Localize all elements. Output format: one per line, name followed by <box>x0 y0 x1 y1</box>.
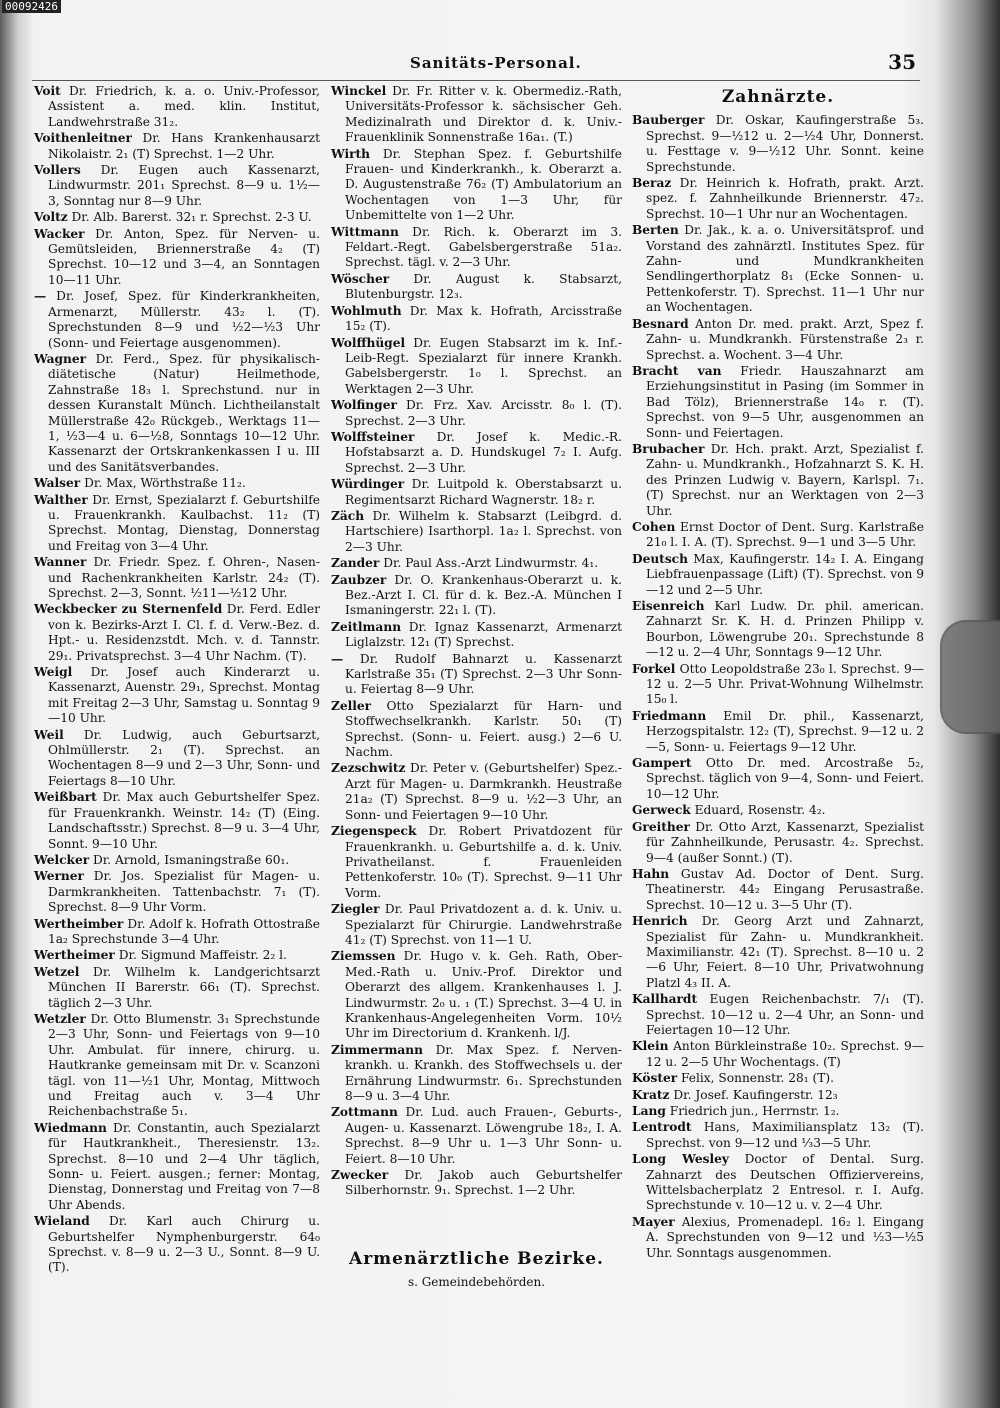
column-2 <box>331 84 622 1291</box>
directory-entry <box>34 1012 320 1120</box>
directory-entry <box>34 665 320 727</box>
directory-entry <box>331 949 622 1041</box>
entry-text: Dr. Josef auch Kinderarzt u. Kassenarzt, Auenstr. 29₁, Sprechst. Montag mit Freitag 2—3 Uhr, Samstag u. Sonntag 9—10 Uhr. <box>48 665 320 726</box>
directory-entry <box>331 225 622 271</box>
entry-name: — <box>34 289 47 304</box>
entry-name: — <box>331 651 344 666</box>
entry-text: Dr. Max Spez. f. Nerven-krankh. u. Krankh. des Stoffwechsels u. der Ernährung Lindwurmstr. 6₁. Sprechstunden 8—9 u. 3—4 Uhr. <box>345 1042 622 1103</box>
entry-name: Bauberger <box>632 113 705 128</box>
entry-text: Gustav Ad. Doctor of Dent. Surg. Theatinerstr. 44₂ Eingang Perusastraße. Sprechst. 10—12 u. 3—5 Uhr (T). <box>646 866 924 912</box>
directory-entry <box>331 556 622 571</box>
directory-entry <box>632 442 924 519</box>
directory-entry <box>632 820 924 866</box>
entry-text: Dr. Adolf k. Hofrath Ottostraße 1a₂ Sprechstunde 3—4 Uhr. <box>48 916 320 946</box>
directory-entry <box>632 662 924 708</box>
directory-entry <box>632 867 924 913</box>
entry-text: Dr. Hugo v. k. Geh. Rath, Ober-Med.-Rath u. Univ.-Prof. Direktor und Oberarzt des allgem. Krankenhauses l. J. Lindwurmstr. 2₀ u. ₁ (T.) Sprechst. 3—4 U. in Krankenhaus-Angelegenheiten Vorm. 10½ Uhr im Directorium d. Krankenh. l/J. <box>345 949 622 1041</box>
entry-text: Dr. Jos. Spezialist für Magen- u. Darmkrankheiten. Tattenbachstr. 7₁ (T). Sprechst. 8—9 Uhr Vorm. <box>48 869 320 915</box>
entry-name: Kratz <box>632 1087 670 1102</box>
entry-name: Zeller <box>331 698 372 713</box>
entry-name: Wiedmann <box>34 1120 107 1135</box>
directory-entry <box>34 555 320 601</box>
directory-entry <box>331 824 622 901</box>
entry-text: Dr. Otto Arzt, Kassenarzt, Spezialist für Zahnheilkunde, Perusastr. 4₂. Sprechst. 9—4 (außer Sonnt.) (T). <box>646 819 924 865</box>
entry-text: Dr. Rudolf Bahnarzt u. Kassenarzt Karlstraße 35₁ (T) Sprechst. 2—3 Uhr Sonn- u. Feiertag 8—9 Uhr. <box>343 651 622 697</box>
directory-entry <box>331 430 622 476</box>
directory-entry <box>331 761 622 823</box>
entry-name: Weckbecker zu Sternenfeld <box>34 602 223 617</box>
entry-name: Köster <box>632 1071 678 1086</box>
directory-entry <box>34 227 320 289</box>
directory-entry <box>34 352 320 475</box>
entry-name: Eisenreich <box>632 599 705 613</box>
entry-name: Vollers <box>34 163 81 178</box>
entry-text: Dr. Josef, Spez. für Kinderkrankheiten, Armenarzt, Müllerstr. 43₂ l. (T). Sprechstunden 8—9 und ½2—½3 Uhr (Sonn- und Feiertage ausgenommen). <box>46 289 320 350</box>
entry-name: Zander <box>331 556 380 571</box>
entry-text: Dr. Hans Krankenhausarzt Nikolaistr. 2₁ (T) Sprechst. 1—2 Uhr. <box>48 131 320 161</box>
directory-entry <box>34 131 320 162</box>
entry-text: Doctor of Dental. Surg. Zahnarzt des Deutschen Offiziervereins, Wittelsbacherplatz 2 Entresol. r. I. Aufg. Sprechstunde v. 10—12 u. v. 2—4 Uhr. <box>646 1152 924 1213</box>
directory-entry <box>632 223 924 315</box>
entry-name: Berten <box>632 223 679 238</box>
directory-entry <box>632 1071 924 1086</box>
entry-name: Besnard <box>632 316 689 331</box>
directory-entry <box>632 992 924 1038</box>
entry-text: Otto Leopoldstraße 23₀ l. Sprechst. 9—12 u. 2—5 Uhr. Privat-Wohnung Wilhelmstr. 15₀ l. <box>646 661 924 707</box>
entry-name: Welcker <box>34 852 90 867</box>
entry-text: Dr. Georg Arzt und Zahnarzt, Spezialist für Zahn- u. Mundkrankheit. Maximilianstr. 42₁ (T). Sprechst. 8—10 u. 2—6 Uhr, Feiert. 8—10 Uhr, Privatwohnung Platzl 4₃ II. A. <box>646 914 924 990</box>
entry-name: Wolffhügel <box>331 335 406 350</box>
entry-text: Dr. Eugen Stabsarzt im k. Inf.-Leib-Regt. Spezialarzt für innere Krankh. Gabelsbergerstr. 1₀ l. Sprechst. an Werktagen 2—3 Uhr. <box>345 335 622 396</box>
directory-entry <box>34 853 320 868</box>
entry-text: Dr. Josef k. Medic.-R. Hofstabsarzt a. D. Hundskugel 7₂ I. Aufg. Sprechst. 2—3 Uhr. <box>345 429 622 475</box>
entry-name: Zeitlmann <box>331 619 402 634</box>
entry-name: Lentrodt <box>632 1120 692 1135</box>
directory-entry <box>632 176 924 222</box>
entry-name: Zimmermann <box>331 1042 424 1057</box>
entry-text: Dr. Paul Privatdozent a. d. k. Univ. u. Spezialarzt für Chirurgie. Landwehrstraße 41₂ (T) Sprechst. von 11—1 U. <box>345 902 622 947</box>
directory-entry <box>34 1214 320 1276</box>
entry-text: Dr. Ignaz Kassenarzt, Armenarzt Liglalzstr. 12₁ (T) Sprechst. <box>345 619 622 650</box>
entry-text: Dr. Heinrich k. Hofrath, prakt. Arzt. spez. f. Zahnheilkunde Briennerstr. 47₂. Sprechst. 10—1 Uhr nur an Wochentagen. <box>646 176 924 221</box>
directory-entry <box>632 756 924 802</box>
entry-text: Dr. Peter v. (Geburtshelfer) Spez.-Arzt für Magen- u. Darmkrankh. Heustraße 21a₂ (T) Sprechst. 8—9 u. ½2—3 Uhr, an Sonn- und Feiertagen 9—10 Uhr. <box>345 761 622 822</box>
directory-entry <box>34 917 320 948</box>
directory-entry <box>34 289 320 351</box>
directory-entry <box>632 1039 924 1070</box>
page-number: 35 <box>888 50 916 74</box>
entry-name: Winckel <box>331 84 387 98</box>
entry-name: Wetzel <box>34 964 80 979</box>
page-header <box>30 50 930 76</box>
entry-name: Wertheimer <box>34 948 115 963</box>
entry-name: Wöscher <box>331 271 390 286</box>
entry-text: Anton Bürkleinstraße 10₂. Sprechst. 9—12 u. 2—5 Uhr Wochentags. (T) <box>646 1039 924 1069</box>
entry-text: Dr. Friedrich, k. a. o. Univ.-Professor, Assistent a. med. klin. Institut, Landwehrstraße 31₂. <box>48 84 320 129</box>
directory-entry <box>331 573 622 619</box>
entry-name: Forkel <box>632 661 676 676</box>
entry-name: Mayer <box>632 1214 675 1229</box>
entry-name: Henrich <box>632 914 688 929</box>
entry-text: Dr. Paul Ass.-Arzt Lindwurmstr. 4₁. <box>379 556 599 571</box>
entry-name: Weigl <box>34 665 73 680</box>
entry-name: Zäch <box>331 508 365 523</box>
entry-name: Voit <box>34 84 61 98</box>
directory-entry <box>34 84 320 130</box>
entry-text: Dr. O. Krankenhaus-Oberarzt u. k. Bez.-Arzt I. Cl. für d. k. Bez.-A. München I Ismaningerstr. 22₁ l. (T). <box>345 572 622 618</box>
entry-name: Weil <box>34 727 64 742</box>
entry-name: Kallhardt <box>632 992 698 1007</box>
entry-name: Hahn <box>632 866 670 881</box>
directory-entry <box>331 652 622 698</box>
entry-name: Long Wesley <box>632 1152 729 1167</box>
entry-text: Dr. Jak., k. a. o. Universitätsprof. und Vorstand des zahnärztl. Institutes Spez. für Zahn- und Mundkrankheiten Sendlingerthorplatz 8₁ (Ecke Sonnen- u. Pettenkoferstr. T). Sprechst. 11—1 Uhr nur an Wochentagen. <box>646 223 924 315</box>
directory-entry <box>34 869 320 915</box>
directory-entry <box>632 1088 924 1103</box>
entry-text: Dr. Ludwig, auch Geburtsarzt, Ohlmüllerstr. 2₁ (T). Sprechst. an Wochentagen 8—9 und 2—3 Uhr, Sonn- und Feiertags 8—10 Uhr. <box>48 727 320 788</box>
directory-entry <box>331 336 622 398</box>
entry-text: Dr. Max k. Hofrath, Arcisstraße 15₂ (T). <box>345 303 622 334</box>
entry-name: Ziemssen <box>331 949 396 964</box>
directory-entry <box>331 84 622 146</box>
entry-name: Voithenleitner <box>34 131 132 146</box>
directory-entry <box>632 1120 924 1151</box>
directory-entry <box>331 477 622 508</box>
entry-name: Ziegenspeck <box>331 824 417 839</box>
entry-name: Zezschwitz <box>331 761 406 776</box>
running-title: Sanitäts-Personal. <box>410 54 582 72</box>
directory-entry <box>331 1105 622 1167</box>
directory-entry <box>632 803 924 818</box>
directory-entry <box>34 965 320 1011</box>
directory-entry <box>331 699 622 761</box>
entry-name: Cohen <box>632 519 676 534</box>
entry-name: Werner <box>34 869 84 884</box>
entry-name: Wirth <box>331 146 371 161</box>
entry-text: Otto Dr. med. Arcostraße 5₂, Sprechst. täglich von 9—4, Sonn- und Feiert. 10—12 Uhr. <box>646 756 924 801</box>
directory-entry <box>331 272 622 303</box>
directory-entry <box>632 520 924 551</box>
entry-text: Alexius, Promenadepl. 16₂ l. Eingang A. Sprechstunden von 9—12 und ½3—½5 Uhr. Sonntags ausgenommen. <box>646 1214 924 1260</box>
section-gap <box>331 1200 622 1246</box>
entry-text: Dr. Wilhelm k. Landgerichtsarzt München II Barerstr. 66₁ (T). Sprechst. täglich 2—3 Uhr. <box>48 964 320 1010</box>
directory-entry <box>331 398 622 429</box>
entry-text: Dr. Arnold, Ismaningstraße 60₁. <box>89 852 290 867</box>
entry-text: Dr. Oskar, Kaufingerstraße 5₃. Sprechst. 9—½12 u. 2—½4 Uhr, Donnerst. u. Festtage v. 9—½12 Uhr. Sonnt. keine Sprechstunde. <box>646 113 924 174</box>
entry-text: Dr. Alb. Barerst. 32₁ r. Sprechst. 2-3 U. <box>67 210 312 225</box>
column-2-entries <box>331 84 622 1199</box>
entry-text: Dr. Karl auch Chirurg u. Geburtshelfer Nymphenburgerstr. 64₀ Sprechst. v. 8—9 u. 2—3 U., Sonnt. 8—9 U. (T). <box>48 1214 320 1275</box>
directory-entry <box>331 147 622 224</box>
entry-name: Gerweck <box>632 803 691 818</box>
entry-name: Walther <box>34 492 88 507</box>
entry-name: Wohlmuth <box>331 303 402 318</box>
column-1 <box>34 84 320 1277</box>
entry-text: Dr. Eugen auch Kassenarzt, Lindwurmstr. 201₁ Sprechst. 8—9 u. 1½—3, Sonntag nur 8—9 Uhr. <box>48 163 320 208</box>
directory-entry <box>632 113 924 175</box>
entry-text: Eduard, Rosenstr. 4₂. <box>690 803 826 818</box>
directory-entry <box>632 1215 924 1261</box>
entry-text: Anton Dr. med. prakt. Arzt, Spez f. Zahn- u. Mundkrankh. Fürstenstraße 2₃ r. Sprechst. a. Wochent. 3—4 Uhr. <box>646 316 924 362</box>
directory-entry <box>331 902 622 948</box>
entry-name: Zaubzer <box>331 572 387 587</box>
entry-text: Dr. Anton, Spez. für Nerven- u. Gemütsleiden, Briennerstraße 4₂ (T) Sprechst. 10—12 und 3—4, an Sonntagen 10—11 Uhr. <box>48 226 320 287</box>
directory-entry <box>632 709 924 755</box>
entry-text: Eugen Reichenbachstr. 7/₁ (T). Sprechst. 10—12 u. 2—4 Uhr, an Sonn- und Feiertagen 10—12 Uhr. <box>646 992 924 1037</box>
directory-entry <box>34 210 320 225</box>
entry-name: Deutsch <box>632 551 688 566</box>
heading-zahnaerzte: Zahnärzte. <box>721 87 835 107</box>
entry-text: Dr. Fr. Ritter v. k. Obermediz.-Rath, Universitäts-Professor k. sächsischer Geh. Medizinalrath und Direktor d. k. Univ.-Frauenklinik Sonnenstraße 16a₁. (T.) <box>345 84 622 145</box>
directory-entry <box>331 509 622 555</box>
directory-entry <box>34 602 320 664</box>
directory-entry <box>632 364 924 441</box>
entry-text: Dr. Stephan Spez. f. Geburtshilfe Frauen- und Kinderkrankh., k. Oberarzt a. D. Augustenstraße 76₂ (T) Ambulatorium an Wochentagen von 1—3 Uhr, für Unbemittelte von 1—2 Uhr. <box>345 146 622 223</box>
directory-entry <box>34 1121 320 1213</box>
entry-name: Wolffsteiner <box>331 429 415 444</box>
directory-entry <box>632 1104 924 1119</box>
directory-entry <box>34 163 320 209</box>
entry-name: Weißbart <box>34 790 97 805</box>
entry-text: Emil Dr. phil., Kassenarzt, Herzogspitalstr. 12₂ (T), Sprechst. 9—12 u. 2—5, Sonn- u. Feiertags 9—12 Uhr. <box>646 708 924 754</box>
entry-text: Friedr. Hauszahnarzt am Erziehungsinstitut in Pasing (im Sommer in Bad Tölz), Briennerstraße 14₀ r. (T). Sprechst. von 9—5 Uhr, ausgenommen an Sonn- und Feiertagen. <box>646 363 924 440</box>
entry-name: Beraz <box>632 176 672 191</box>
entry-name: Wanner <box>34 555 87 570</box>
entry-text: Friedrich jun., Herrnstr. 1₂. <box>665 1104 840 1118</box>
entry-name: Lang <box>632 1104 666 1118</box>
entry-text: Karl Ludw. Dr. phil. american. Zahnarzt Sr. K. H. d. Prinzen Philipp v. Bourbon, Löwengrube 20₁. Sprechstunde 8—12 u. 2—4 Uhr, Sonntags 9—12 Uhr. <box>646 599 924 660</box>
directory-entry <box>632 552 924 598</box>
entry-name: Greither <box>632 819 690 834</box>
entry-name: Gampert <box>632 756 692 771</box>
entry-text: Dr. Robert Privatdozent für Frauenkrankh. u. Geburtshilfe a. d. k. Univ. Privatheilanst. f. Frauenleiden Pettenkoferstr. 10₀ (T). Sprechst. 9—11 Uhr Vorm. <box>345 824 622 900</box>
entry-name: Wieland <box>34 1214 90 1229</box>
entry-text: Dr. Frz. Xav. Arcisstr. 8₀ l. (T). Sprechst. 2—3 Uhr. <box>345 398 622 428</box>
entry-name: Ziegler <box>331 902 380 917</box>
header-rule <box>32 80 920 81</box>
entry-text: Dr. Friedr. Spez. f. Ohren-, Nasen- und Rachenkrankheiten Karlstr. 24₂ (T). Sprechst. 2—3, Sonnt. ½11—½12 Uhr. <box>48 555 320 600</box>
directory-entry <box>632 599 924 661</box>
entry-name: Zwecker <box>331 1168 389 1183</box>
entry-name: Wittmann <box>331 224 399 239</box>
directory-entry <box>331 1168 622 1199</box>
entry-text: Felix, Sonnenstr. 28₁ (T). <box>677 1071 835 1086</box>
entry-text: Dr. Otto Blumenstr. 3₁ Sprechstunde 2—3 Uhr, Sonn- und Feiertags von 9—10 Uhr. Ambulat. für innere, chirurg. u. Hautkranke gemeinsam mit Dr. v. Scanzoni tägl. von 11—½1 Uhr, Montag, Mittwoch und Freitag auch v. 3—4 Uhr Reichenbachstraße 5₁. <box>48 1011 320 1119</box>
entry-text: Hans, Maximiliansplatz 13₂ (T). Sprechst. von 9—12 und ⅓3—5 Uhr. <box>646 1120 924 1150</box>
entry-text: Dr. Hch. prakt. Arzt, Spezialist f. Zahn- u. Mundkrankh., Hofzahnarzt S. K. H. des Prinzen Ludwig v. Bayern, Karlspl. 7₁. (T) Sprechst. nur an Werktagen von 2—3 Uhr. <box>646 441 924 518</box>
column-3 <box>632 84 924 1262</box>
entry-text: Ernst Doctor of Dent. Surg. Karlstraße 21₀ l. I. A. (T). Sprechst. 9—1 und 3—5 Uhr. <box>646 519 924 550</box>
directory-entry <box>34 948 320 963</box>
directory-entry <box>331 304 622 335</box>
directory-entry <box>331 620 622 651</box>
entry-name: Wetzler <box>34 1011 86 1026</box>
entry-text: Dr. Ferd., Spez. für physikalisch-diätetische (Natur) Heilmethode, Zahnstraße 18₃ l. Sprechstund. nur in dessen Kuranstalt Münch. Lichtheilanstalt Müllerstraße 42₀ Rückgeb., Werktags 11—1, ½3—4 u. 6—½8, Sonntags 10—12 Uhr. Kassenarzt der Ortskrankenkassen I u. III und des Sanitätsverbandes. <box>48 351 320 474</box>
entry-name: Wolfinger <box>331 398 397 413</box>
entry-name: Wacker <box>34 226 85 241</box>
entry-text: Dr. Constantin, auch Spezialarzt für Hautkrankheit., Theresienstr. 13₂. Sprechst. 8—10 und 2—4 Uhr täglich, Sonn- u. Feiert. ausgen.; ferner: Montag, Dienstag, Donnerstag und Freitag von 7—8 Uhr Abends. <box>48 1120 320 1212</box>
directory-entry <box>34 476 320 491</box>
entry-text: Dr. Jakob auch Geburtshelfer Silberhornstr. 9₁. Sprechst. 1—2 Uhr. <box>345 1168 622 1198</box>
column-3-entries <box>632 113 924 1261</box>
subheading-gemeindebehoerden: s. Gemeindebehörden. <box>407 1275 546 1290</box>
directory-entry <box>331 1043 622 1105</box>
entry-text: Dr. Wilhelm k. Stabsarzt (Leibgrd. d. Hartschiere) Isarthorpl. 1a₂ l. Sprechst. von 2—3 Uhr. <box>345 508 622 554</box>
directory-entry <box>632 1152 924 1214</box>
directory-entry <box>632 914 924 991</box>
entry-name: Friedmann <box>632 708 707 723</box>
entry-name: Wertheimber <box>34 916 124 931</box>
entry-text: Dr. Ferd. Edler von k. Bezirks-Arzt I. Cl. f. d. Verw.-Bez. d. Hpt.- u. Residenzstdt. Mch. v. d. Tannstr. 29₁. Privatsprechst. 3—4 Uhr Nachm. (T). <box>48 602 320 663</box>
directory-entry <box>632 317 924 363</box>
entry-text: Dr. Lud. auch Frauen-, Geburts-, Augen- u. Kassenarzt. Löwengrube 18₂, I. A. Sprechst. 8—9 Uhr u. 1—3 Uhr Sonn- u. Feiert. 8—10 Uhr. <box>345 1105 622 1166</box>
entry-text: Dr. August k. Stabsarzt, Blutenburgstr. 12₃. <box>345 271 622 302</box>
entry-text: Dr. Ernst, Spezialarzt f. Geburtshilfe u. Frauenkrankh. Kaulbachst. 11₂ (T) Sprechst. Montag, Dienstag, Donnerstag und Freitag von 3—4 Uhr. <box>48 492 320 553</box>
entry-text: Otto Spezialarzt für Harn- und Stoffwechselkrankh. Karlstr. 50₁ (T) Sprechst. (Sonn- u. Feiert. ausg.) 2—6 U. Nachm. <box>345 698 622 760</box>
entry-name: Walser <box>34 476 81 491</box>
entry-name: Zottmann <box>331 1105 398 1120</box>
entry-text: Dr. Luitpold k. Oberstabsarzt u. Regimentsarzt Richard Wagnerstr. 18₂ r. <box>345 477 622 507</box>
corner-id: 00092426 <box>2 0 61 13</box>
page-tab-clip <box>940 620 1000 734</box>
entry-name: Bracht van <box>632 363 722 378</box>
entry-name: Würdinger <box>331 477 405 492</box>
entry-text: Dr. Rich. k. Oberarzt im 3. Feldart.-Regt. Gabelsbergerstraße 51a₂. Sprechst. tägl. v. 2—3 Uhr. <box>345 224 622 270</box>
entry-name: Wagner <box>34 351 87 366</box>
entry-name: Brubacher <box>632 441 705 456</box>
heading-armenaerztliche-bezirke: Armenärztliche Bezirke. <box>349 1248 604 1269</box>
directory-entry <box>34 493 320 555</box>
entry-text: Dr. Max auch Geburtshelfer Spez. für Frauenkrankh. Weinstr. 14₂ (T) (Eing. Landschaftsstr.) Sprechst. 8—9 u. 3—4 Uhr, Sonnt. 9—10 Uhr. <box>48 790 320 851</box>
entry-text: Dr. Max, Wörthstraße 11₂. <box>80 476 246 491</box>
directory-entry <box>34 728 320 790</box>
entry-text: Max, Kaufingerstr. 14₂ I. A. Eingang Liebfrauenpassage (Lift) (T). Sprechst. von 9—12 und 2—5 Uhr. <box>646 551 924 597</box>
directory-entry <box>34 790 320 852</box>
entry-name: Voltz <box>34 210 68 225</box>
entry-text: Dr. Sigmund Maffeistr. 2₂ l. <box>114 948 287 963</box>
entry-name: Klein <box>632 1039 669 1054</box>
entry-text: Dr. Josef. Kaufingerstr. 12₃ <box>669 1087 838 1102</box>
